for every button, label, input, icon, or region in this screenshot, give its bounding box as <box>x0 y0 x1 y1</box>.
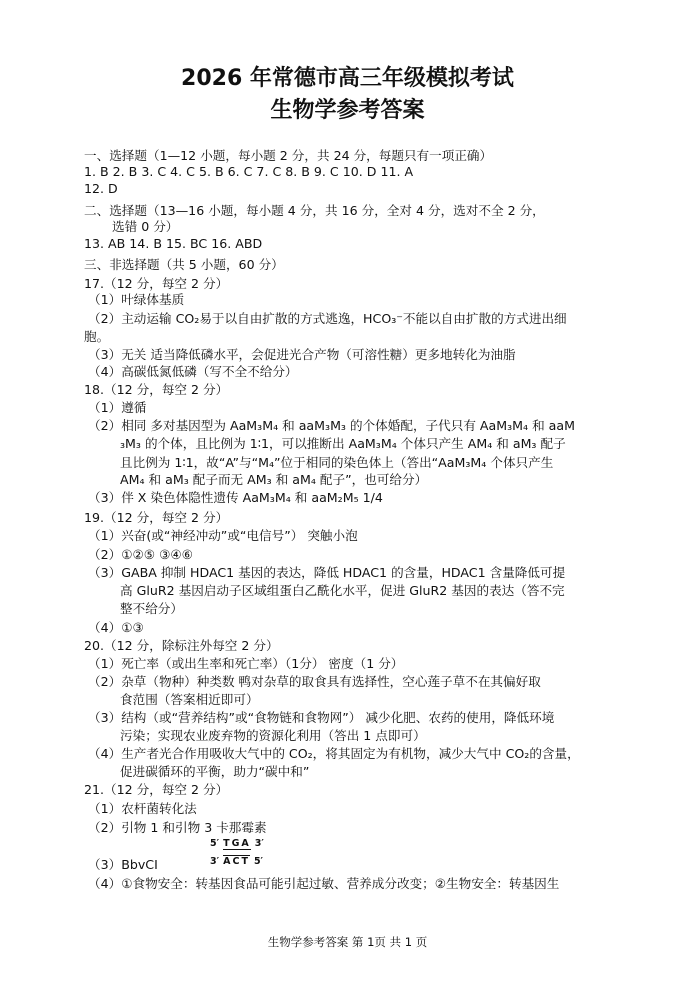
q18-answer-2-cont3: AM₄ 和 aM₃ 配子而无 AM₃ 和 aM₄ 配子”，也可给分） <box>120 472 428 487</box>
q17-answer-4: （4）高碳低氮低磷（写不全不给分） <box>88 364 298 379</box>
q17-answer-1: （1）叶绿体基质 <box>88 292 185 307</box>
q21-answer-2: （2）引物 1 和引物 3 卡那霉素 <box>88 820 267 835</box>
q19-answer-1: （1）兴奋(或“神经冲动”或“电信号”） 突触小泡 <box>88 528 358 543</box>
q21-answer-4: （4）①食物安全：转基因食品可能引起过敏、营养成分改变；②生物安全：转基因生 <box>88 876 560 891</box>
section1-answers-row2: 12. D <box>84 181 118 196</box>
section2-header: 二、选择题（13—16 小题，每小题 4 分，共 16 分，全对 4 分，选对不全 2 分， <box>84 203 545 218</box>
section1-header: 一、选择题（1—12 小题，每小题 2 分，共 24 分，每题只有一项正确） <box>84 148 493 163</box>
section2-answers: 13. AB 14. B 15. BC 16. ABD <box>84 236 263 251</box>
dna-top-sequence: TGA <box>223 838 251 849</box>
q19-answer-3-cont2: 整不给分） <box>120 601 183 616</box>
q20-answer-2: （2）杂草（物种）种类数 鸭对杂草的取食具有选择性，空心莲子草不在其偏好取 <box>88 674 541 689</box>
q20-answer-1: （1）死亡率（或出生率和死亡率）（1分） 密度（1 分） <box>88 656 404 671</box>
dna-top-right-label: 3′ <box>254 838 264 849</box>
dna-top-strand <box>210 838 264 850</box>
section2-header-cont: 选错 0 分） <box>112 219 179 234</box>
q21-answer-1: （1）农杆菌转化法 <box>88 801 197 816</box>
q18-answer-3: （3）伴 X 染色体隐性遗传 AaM₃M₄ 和 aaM₂M₅ 1/4 <box>88 490 383 505</box>
q20-answer-4: （4）生产者光合作用吸收大气中的 CO₂，将其固定为有机物，减少大气中 CO₂的含量， <box>88 746 580 761</box>
exam-subtitle: 生物学参考答案 <box>270 98 425 123</box>
q18-answer-2-cont2: 且比例为 1∶1，故“A”与“M₄”位于相同的染色体上（答出“AaM₃M₄ 个体只产生 <box>120 455 554 470</box>
exam-title: 2026 年常德市高三年级模拟考试 <box>181 66 514 91</box>
q19-answer-3: （3）GABA 抑制 HDAC1 基因的表达，降低 HDAC1 的含量，HDAC1 含量降低可提 <box>88 565 566 580</box>
dna-bottom-right-label: 5′ <box>253 856 264 867</box>
section3-header: 三、非选择题（共 5 小题，60 分） <box>84 257 284 272</box>
q19-answer-4: （4）①③ <box>88 620 144 635</box>
dna-top-left-label: 5′ <box>210 838 220 849</box>
page-footer: 生物学参考答案 第 1页 共 1 页 <box>267 935 428 949</box>
q18-answer-2-cont1: ₃M₃ 的个体，且比例为 1∶1，可以推断出 AaM₃M₄ 个体只产生 AM₄ 和 aM₃ 配子 <box>120 436 566 451</box>
q20-answer-3: （3）结构（或“营养结构”或“食物链和食物网”） 减少化肥、农药的使用，降低环境 <box>88 710 555 725</box>
q17-answer-2: （2）主动运输 CO₂易于以自由扩散的方式逃逸，HCO₃⁻不能以自由扩散的方式进出细 <box>88 311 567 326</box>
dna-bottom-sequence: ACT <box>223 856 250 867</box>
dna-bottom-strand <box>210 855 263 867</box>
q19-header: 19.（12 分，每空 2 分） <box>84 510 229 525</box>
q17-answer-2-cont: 胞。 <box>84 329 110 344</box>
q20-header: 20.（12 分，除标注外每空 2 分） <box>84 638 279 653</box>
q18-answer-2: （2）相同 多对基因型为 AaM₃M₄ 和 aaM₃M₃ 的个体婚配，子代只有 AaM₃M₄ 和 aaM <box>88 418 575 433</box>
section1-answers-row1: 1. B 2. B 3. C 4. C 5. B 6. C 7. C 8. B 9. C 10. D 11. A <box>84 164 414 179</box>
q17-answer-3: （3）无关 适当降低磷水平，会促进光合产物（可溶性糖）更多地转化为油脂 <box>88 347 516 362</box>
q21-header: 21.（12 分，每空 2 分） <box>84 782 229 797</box>
q20-answer-2-cont: 食范围（答案相近即可） <box>120 692 259 707</box>
q18-answer-1: （1）遵循 <box>88 400 147 415</box>
q17-header: 17.（12 分，每空 2 分） <box>84 276 229 291</box>
q20-answer-4-cont: 促进碳循环的平衡，助力“碳中和” <box>120 764 310 779</box>
q20-answer-3-cont: 污染；实现农业废弃物的资源化利用（答出 1 点即可） <box>120 728 426 743</box>
q21-answer-3: （3）BbvCI <box>88 857 158 872</box>
q19-answer-2: （2）①②⑤ ③④⑥ <box>88 547 193 562</box>
q18-header: 18.（12 分，每空 2 分） <box>84 382 229 397</box>
q19-answer-3-cont1: 高 GluR2 基因启动子区域组蛋白乙酰化水平，促进 GluR2 基因的表达（答不完 <box>120 583 565 598</box>
dna-bottom-left-label: 3′ <box>210 856 220 867</box>
